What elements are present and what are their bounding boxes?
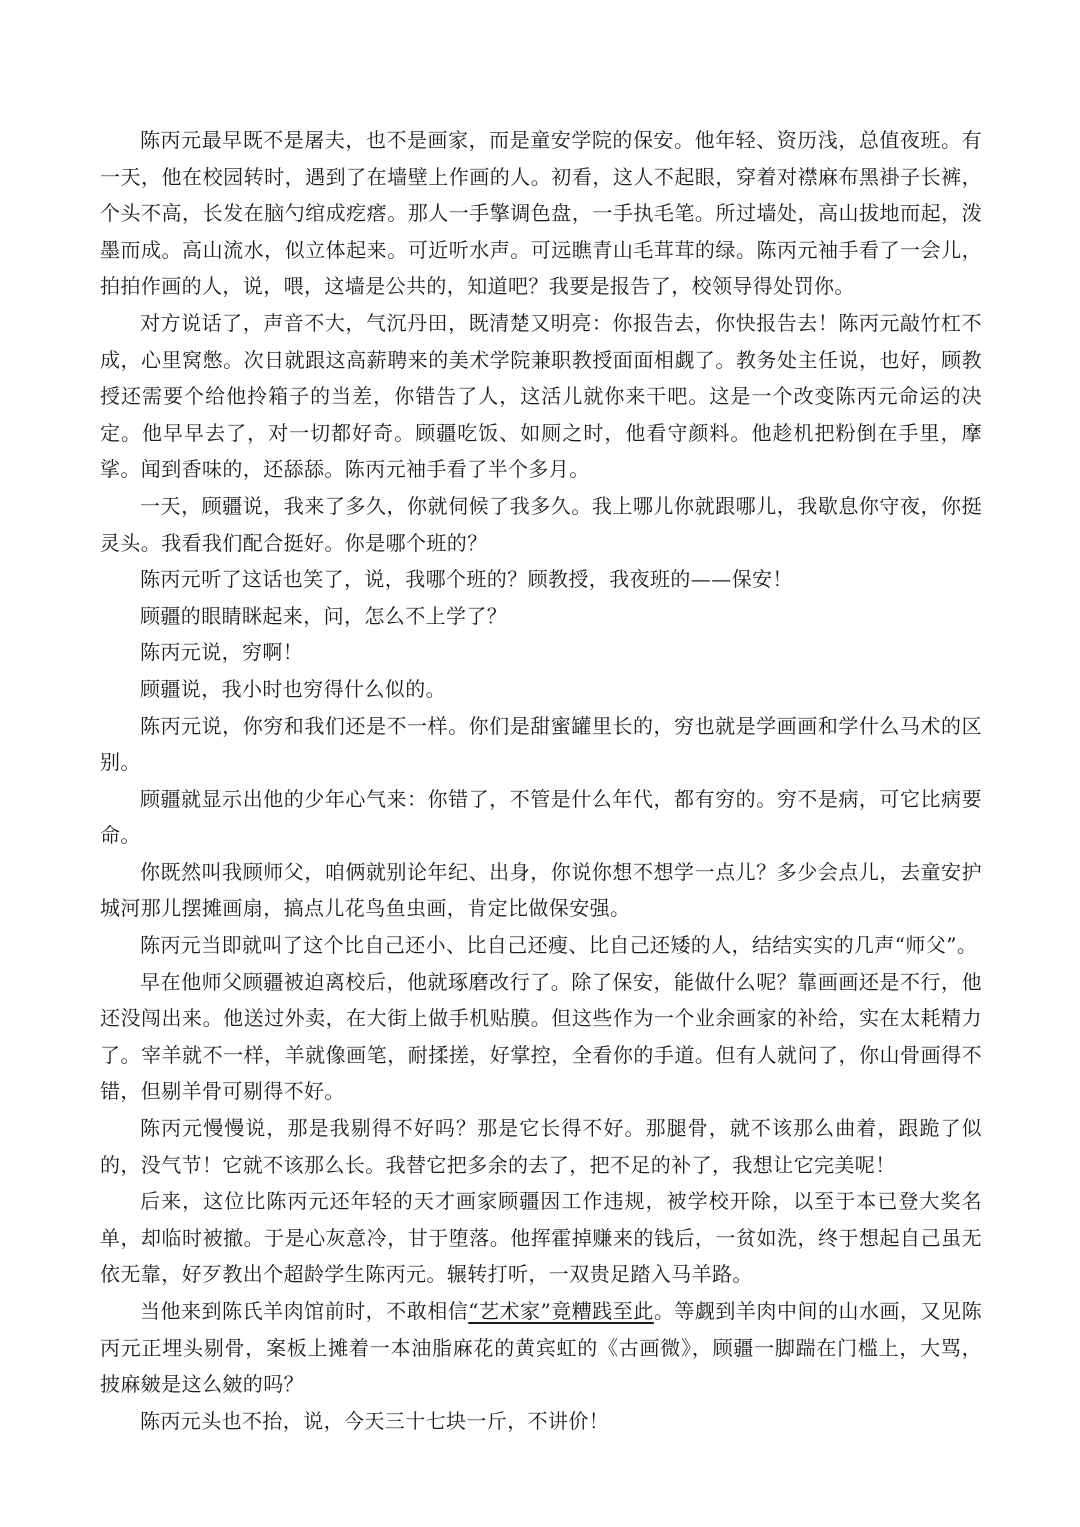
paragraph-1: 陈丙元最早既不是屠夫，也不是画家，而是童安学院的保安。他年轻、资历浅，总值夜班。有一天，他在校园转时，遇到了在墙壁上作画的人。初看，这人不起眼，穿着对襟麻布黑褂子长裤，个头不高，长发在脑勺绾成疙瘩。那人一手擎调色盘，一手执毛笔。所过墙处，高山拔地而起，泼墨而成。高山流水，似立体起来。可近听水声。可远瞧青山毛茸茸的绿。陈丙元袖手看了一会儿，拍拍作画的人，说，喂，这墙是公共的，知道吧？我要是报告了，校领导得处罚你。 bbox=[100, 128, 982, 299]
paragraph-8: 陈丙元说，你穷和我们还是不一样。你们是甜蜜罐里长的，穷也就是学画画和学什么马术的区别。 bbox=[100, 713, 982, 775]
paragraph-4: 陈丙元听了这话也笑了，说，我哪个班的？顾教授，我夜班的——保安！ bbox=[140, 567, 793, 592]
paragraph-7: 顾疆说，我小时也穷得什么似的。 bbox=[140, 676, 446, 701]
paragraph-10: 你既然叫我顾师父，咱俩就别论年纪、出身，你说你想不想学一点儿？多少会点儿，去童安护城河那儿摆摊画扇，搞点儿花鸟鱼虫画，肯定比做保安强。 bbox=[100, 859, 982, 921]
paragraph-14: 后来，这位比陈丙元还年轻的天才画家顾疆因工作违规，被学校开除，以至于本已登大奖名单，却临时被撤。于是心灰意冷，甘于堕落。他挥霍掉赚来的钱后，一贫如洗，终于想起自己虽无依无靠，好歹教出个超龄学生陈丙元。辗转打听，一双贵足踏入马羊路。 bbox=[100, 1189, 982, 1287]
paragraph-12: 早在他师父顾疆被迫离校后，他就琢磨改行了。除了保安，能做什么呢？靠画画还是不行，他还没闯出来。他送过外卖，在大街上做手机贴膜。但这些作为一个业余画家的补给，实在太耗精力了。宰羊就不一样，羊就像画笔，耐揉搓，好掌控，全看你的手道。但有人就问了，你山骨画得不错，但剔羊骨可剔得不好。 bbox=[100, 969, 982, 1104]
paragraph-15-after: 。等觑到羊肉中间的山水画，又见陈丙元正埋头剔骨，案板上摊着一本油脂麻花的黄宾虹的《古画微》，顾疆一脚踹在门槛上，大骂，披麻皴是这么皴的吗？ bbox=[100, 1299, 982, 1397]
paragraph-6: 陈丙元说，穷啊！ bbox=[140, 640, 304, 665]
paragraph-13: 陈丙元慢慢说，那是我剔得不好吗？那是它长得不好。那腿骨，就不该那么曲着，跟跪了似的，没气节！它就不该那么长。我替它把多余的去了，把不足的补了，我想让它完美呢！ bbox=[100, 1116, 982, 1177]
document-page bbox=[100, 122, 982, 1439]
paragraph-16: 陈丙元头也不抬，说，今天三十七块一斤，不讲价！ bbox=[140, 1408, 610, 1433]
paragraph-15 bbox=[100, 1293, 982, 1403]
paragraph-5: 顾疆的眼睛眯起来，问，怎么不上学了？ bbox=[140, 603, 508, 628]
underlined-phrase: “艺术家”竟糟践至此 bbox=[468, 1299, 654, 1323]
paragraph-3: 一天，顾疆说，我来了多久，你就伺候了我多久。我上哪儿你就跟哪儿，我歇息你守夜，你挺灵头。我看我们配合挺好。你是哪个班的？ bbox=[100, 493, 982, 555]
paragraph-15-before: 当他来到陈氏羊肉馆前时，不敢相信 bbox=[140, 1299, 469, 1323]
paragraph-2: 对方说话了，声音不大，气沉丹田，既清楚又明亮：你报告去，你快报告去！陈丙元敲竹杠不成，心里窝憋。次日就跟这高薪聘来的美术学院兼职教授面面相觑了。教务处主任说，也好，顾教授还需要个给他拎箱子的当差，你错告了人，这活儿就你来干吧。这是一个改变陈丙元命运的决定。他早早去了，对一切都好奇。顾疆吃饭、如厕之时，他看守颜料。他趁机把粉倒在手里，摩挲。闻到香味的，还舔舔。陈丙元袖手看了半个多月。 bbox=[100, 310, 982, 482]
paragraph-11: 陈丙元当即就叫了这个比自己还小、比自己还瘦、比自己还矮的人，结结实实的几声“师父”。 bbox=[140, 933, 978, 958]
paragraph-9: 顾疆就显示出他的少年心气来：你错了，不管是什么年代，都有穷的。穷不是病，可它比病要命。 bbox=[100, 786, 982, 848]
